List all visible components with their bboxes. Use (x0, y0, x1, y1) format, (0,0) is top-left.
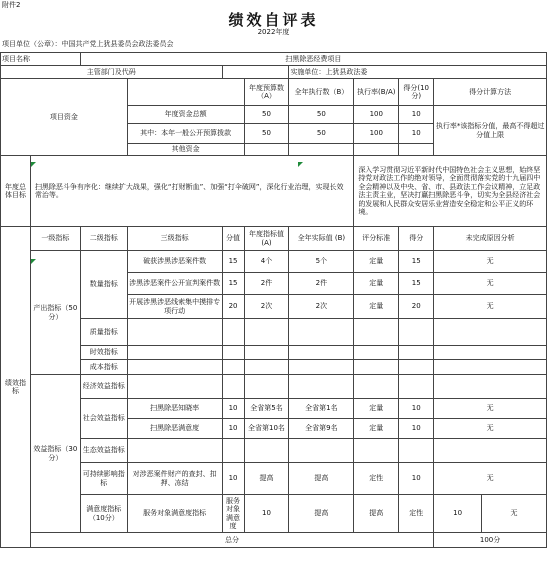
dept-label: 主管部门及代码 (1, 66, 223, 79)
comment-marker (31, 259, 36, 264)
indicator-score: 10 (222, 463, 244, 495)
funds-row-rate (354, 144, 399, 156)
project-unit-label: 项目单位（公章）： (2, 40, 62, 48)
funds-header-blank (127, 79, 244, 106)
indicator-target: 2次 (244, 295, 289, 319)
indicator-std: 定量 (354, 273, 399, 295)
project-name-label: 项目名称 (1, 53, 81, 66)
cost-label: 成本指标 (80, 360, 127, 375)
funds-row-budget: 50 (244, 106, 289, 124)
funds-row-budget (244, 144, 289, 156)
funds-row-score (399, 144, 434, 156)
perf-head: 未完成原因分析 (434, 227, 547, 251)
indicator-std: 定量 (354, 251, 399, 273)
funds-row-label: 其中：本年一般公开预算拨款 (127, 124, 244, 144)
indicator-actual: 2次 (289, 295, 354, 319)
indicator-got: 10 (399, 419, 434, 439)
quantity-label: 数量指标 (80, 251, 127, 319)
indicator-actual: 全省第9名 (289, 419, 354, 439)
attachment-label: 附件2 (2, 1, 21, 9)
funds-row-exec: 50 (289, 106, 354, 124)
indicator-std: 定量 (354, 399, 399, 419)
indicator-target: 全省第10名 (244, 419, 289, 439)
funds-method: 执行率*该指标分值，最高不得超过分值上限 (434, 106, 547, 156)
indicator-score: 10 (244, 495, 289, 533)
indicator-actual: 2件 (289, 273, 354, 295)
funds-row-exec (289, 144, 354, 156)
perf-head: 三级指标 (127, 227, 222, 251)
indicator-actual: 提高 (289, 463, 354, 495)
indicator-reason: 无 (434, 295, 547, 319)
indicator-std: 定量 (354, 295, 399, 319)
quality-label: 质量指标 (80, 319, 127, 346)
project-unit-value: 中国共产党上犹县委员会政法委员会 (61, 40, 174, 48)
funds-row-label: 年度资金总额 (127, 106, 244, 124)
funds-row-budget: 50 (244, 124, 289, 144)
indicator-name: 对涉恶案件财产的查封、扣押、冻结 (127, 463, 222, 495)
social-label: 社会效益指标 (80, 399, 127, 439)
indicator-target: 提高 (244, 463, 289, 495)
perf-head: 全年实际值 (B) (289, 227, 354, 251)
perf-head: 一级指标 (30, 227, 80, 251)
comment-marker (298, 162, 303, 167)
indicator-reason: 无 (434, 273, 547, 295)
indicator-name: 涉黑涉恶案件公开宣判案件数 (127, 273, 222, 295)
indicator-got: 10 (399, 399, 434, 419)
perf-head: 年度指标值(A) (244, 227, 289, 251)
indicator-got: 15 (399, 273, 434, 295)
satisfaction-label: 满意度指标（10分） (80, 495, 127, 533)
eco-label: 生态效益指标 (80, 439, 127, 463)
indicator-target: 提高 (289, 495, 354, 533)
page-title: 绩效自评表 (228, 11, 319, 29)
indicator-score: 20 (222, 295, 244, 319)
funds-label: 项目资金 (1, 79, 128, 156)
indicator-got: 10 (434, 495, 482, 533)
sustain-label: 可持续影响指标 (80, 463, 127, 495)
goal-actual: 深入学习贯彻习近平新时代中国特色社会主义思想，始终坚持党对政法工作的绝对领导，全面贯彻落实党的十九届四中全会精神以及中央、省、市、县政法工作会议精神，立足政法主责主业，坚决打赢扫黑除恶斗争，切实为全县经济社会的发展和人民群众安居乐业营造安全稳定和公平正义的环境。 (354, 156, 547, 227)
benefit-label: 效益指标（30分） (30, 375, 80, 533)
svc-label: 服务对象满意度指标 (127, 495, 222, 533)
indicator-std: 定性 (354, 463, 399, 495)
funds-row-rate: 100 (354, 106, 399, 124)
perf-head: 得分 (399, 227, 434, 251)
indicator-target: 全省第5名 (244, 399, 289, 419)
indicator-std: 定量 (354, 419, 399, 439)
total-value: 100分 (434, 533, 547, 548)
total-label: 总分 (30, 533, 433, 548)
funds-row-label: 其他资金 (127, 144, 244, 156)
indicator-name: 扫黑除恶满意度 (127, 419, 222, 439)
indicator-name: 破获涉黑涉恶案件数 (127, 251, 222, 273)
funds-head-exec: 全年执行数（B） (289, 79, 354, 106)
perf-head: 分值 (222, 227, 244, 251)
funds-row-rate: 100 (354, 124, 399, 144)
perf-head: 评分标准 (354, 227, 399, 251)
indicator-got: 15 (399, 251, 434, 273)
output-label: 产出指标（50分） (30, 251, 80, 375)
indicator-reason: 无 (434, 419, 547, 439)
indicator-std: 定性 (399, 495, 434, 533)
econ-label: 经济效益指标 (80, 375, 127, 399)
project-unit-row (2, 40, 174, 49)
indicator-reason: 无 (434, 251, 547, 273)
indicator-score: 10 (222, 399, 244, 419)
funds-row-exec: 50 (289, 124, 354, 144)
indicator-actual: 提高 (354, 495, 399, 533)
indicator-got: 10 (399, 463, 434, 495)
funds-head-budget: 年度预算数（A） (244, 79, 289, 106)
indicator-reason: 无 (434, 399, 547, 419)
indicator-reason: 无 (434, 463, 547, 495)
goal-planned: 扫黑除恶斗争有序化：继续扩大战果，强化“打财断血”、加强“打伞破网”，深化行业治理，实现长效常治等。 (30, 156, 353, 227)
funds-row-score: 10 (399, 124, 434, 144)
indicator-actual: 全省第1名 (289, 399, 354, 419)
indicator-name: 扫黑除恶知晓率 (127, 399, 222, 419)
indicator-score: 15 (222, 273, 244, 295)
indicator-score: 15 (222, 251, 244, 273)
indicator-reason: 无 (482, 495, 547, 533)
project-name-value: 扫黑除恶经费项目 (80, 53, 546, 66)
indicator-target: 2件 (244, 273, 289, 295)
indicator-target: 4个 (244, 251, 289, 273)
indicator-score: 10 (222, 419, 244, 439)
funds-head-method: 得分计算方法 (434, 79, 547, 106)
indicator-got: 20 (399, 295, 434, 319)
indicator-name: 开展涉黑涉恶线索集中摸排专项行动 (127, 295, 222, 319)
indicator-name: 服务对象满意度 (222, 495, 244, 533)
performance-table (0, 52, 547, 548)
funds-row-score: 10 (399, 106, 434, 124)
funds-head-score: 得分(10分) (399, 79, 434, 106)
timeliness-label: 时效指标 (80, 346, 127, 360)
comment-marker (31, 162, 36, 167)
indicator-actual: 5个 (289, 251, 354, 273)
impl-unit-cell: 实施单位：上犹县政法委 (289, 66, 547, 79)
perf-head: 二级指标 (80, 227, 127, 251)
year-label: 2022年度 (257, 28, 290, 36)
funds-head-rate: 执行率(B/A) (354, 79, 399, 106)
perf-label: 绩效指标 (1, 227, 31, 548)
dept-value (222, 66, 289, 79)
goal-label: 年度总体目标 (1, 156, 31, 227)
